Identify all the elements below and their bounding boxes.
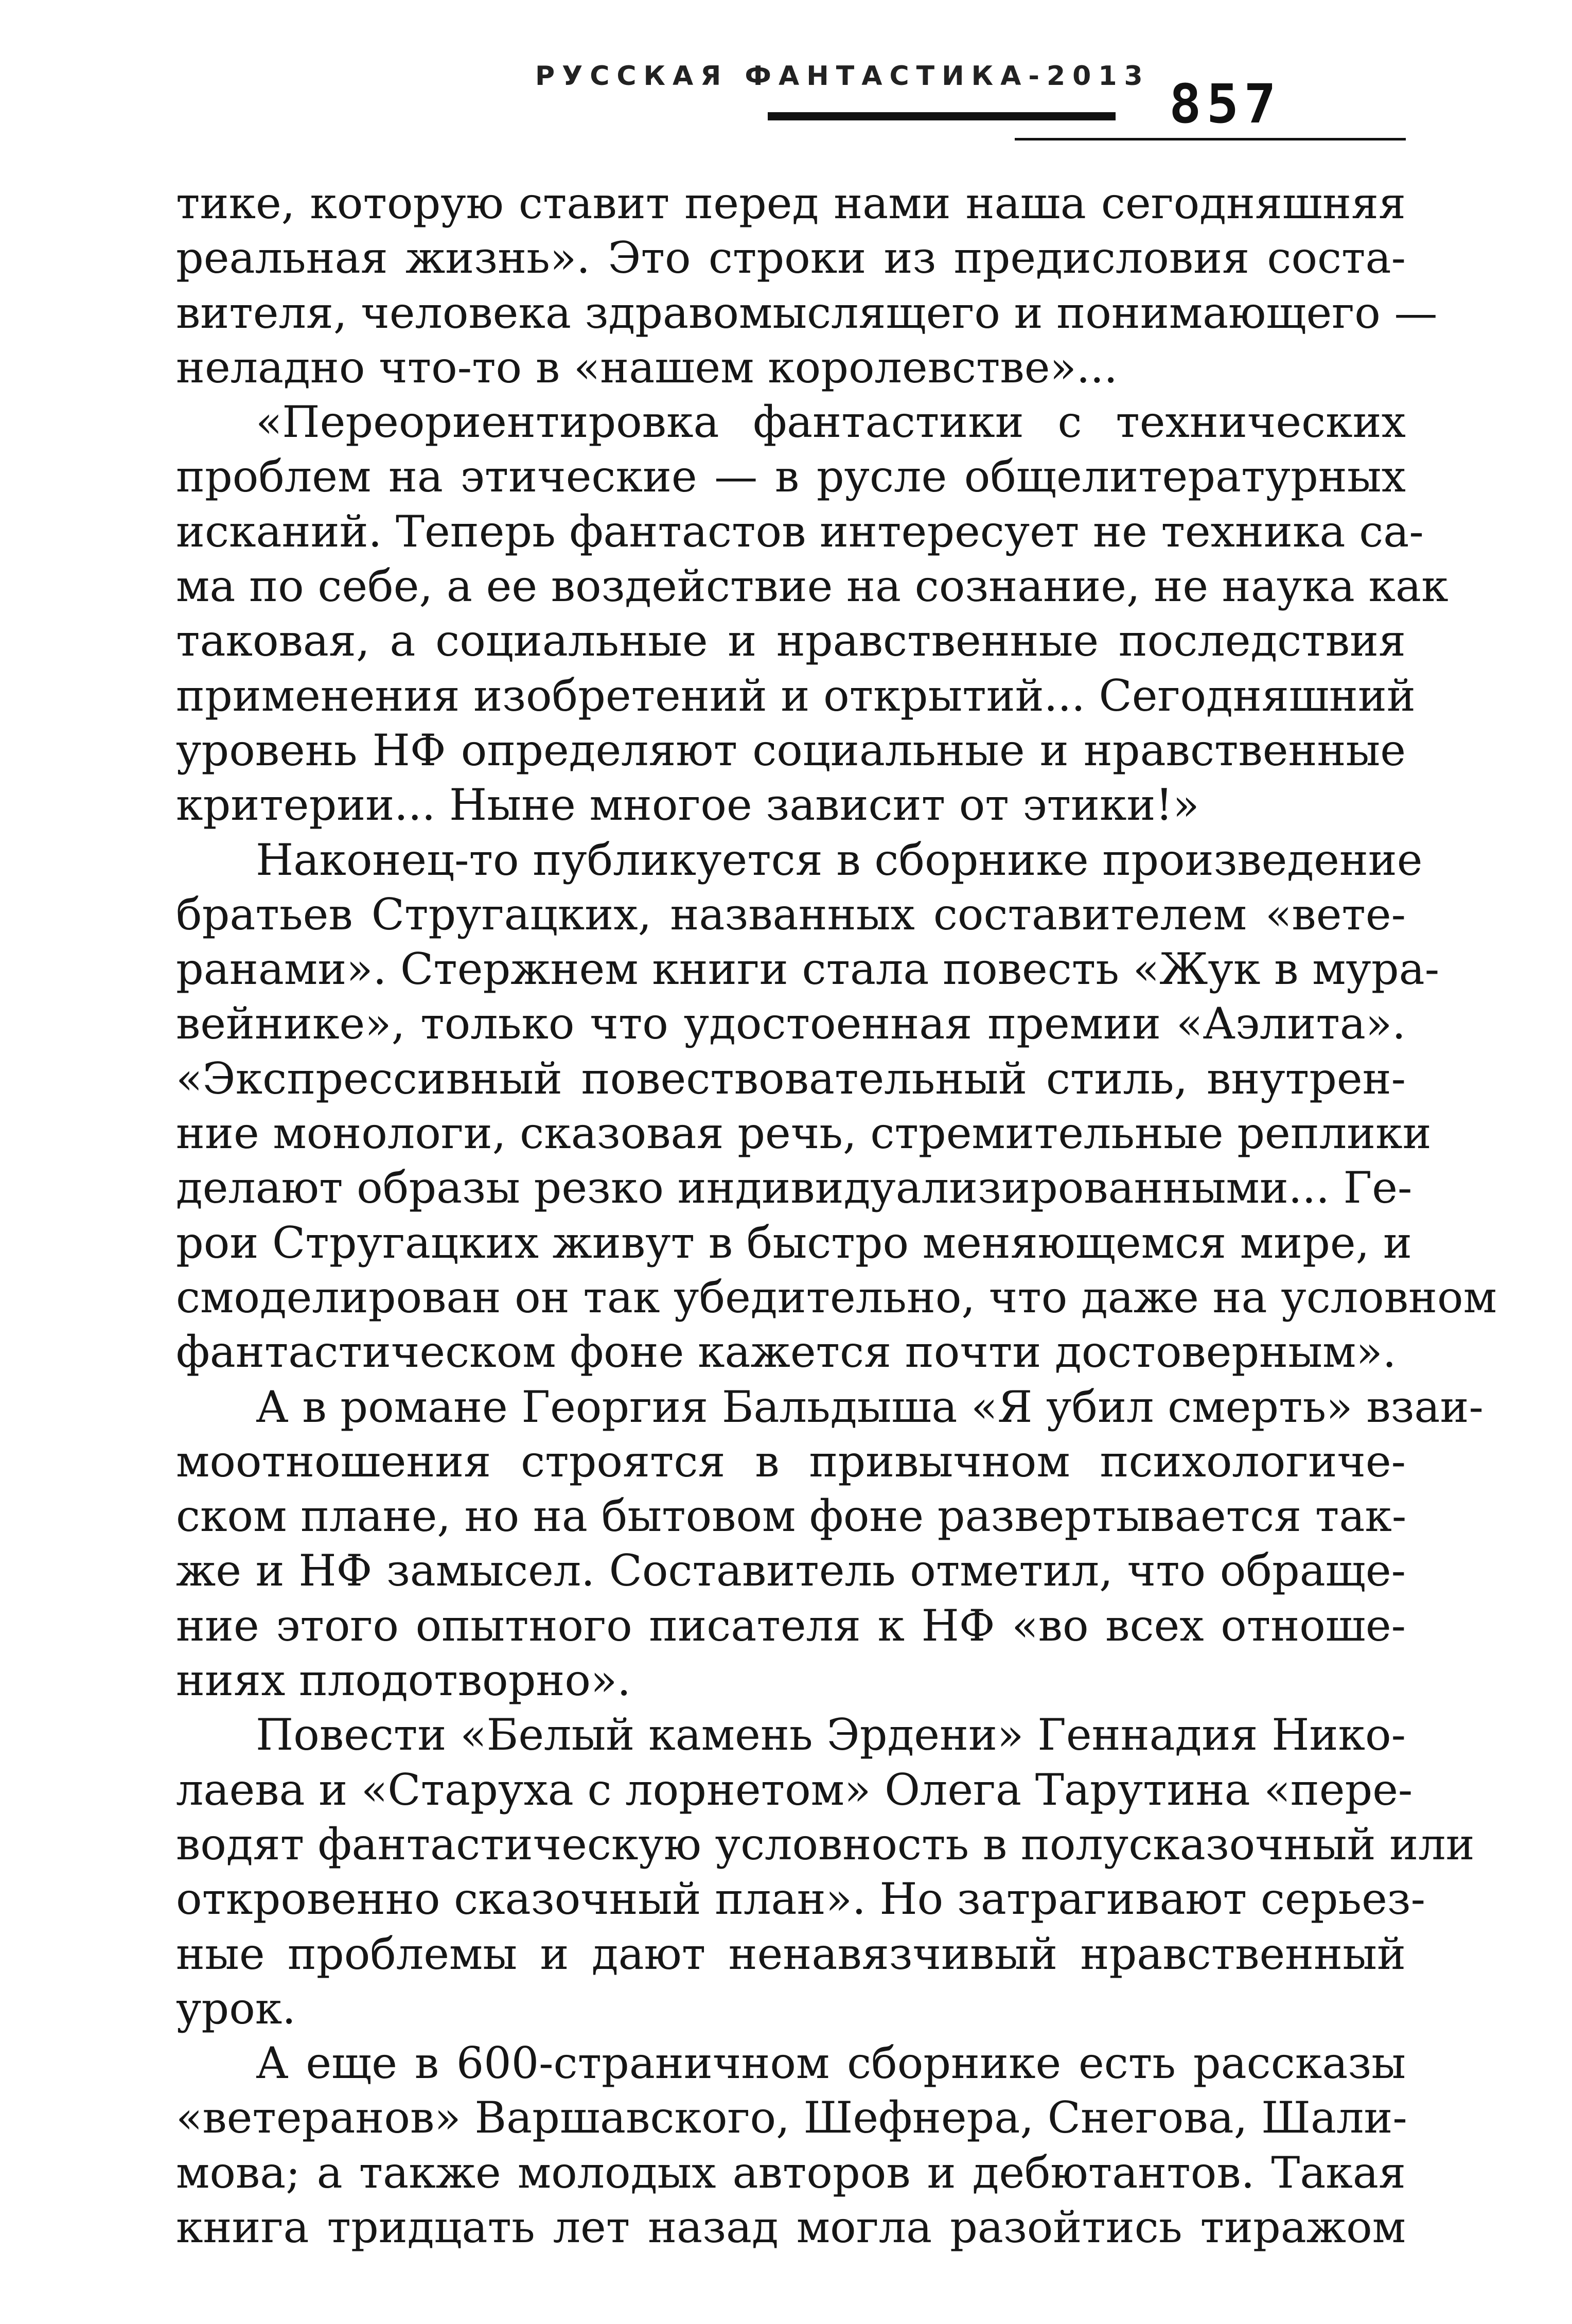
page-number: 857 bbox=[1169, 73, 1281, 135]
text-line: «ветеранов» Варшавского, Шефнера, Снегова, Шали- bbox=[176, 2092, 1407, 2143]
text-line: А в романе Георгия Бальдыша «Я убил смерть» взаи- bbox=[256, 1381, 1483, 1432]
text-line: водят фантастическую условность в полусказочный или bbox=[176, 1819, 1475, 1870]
text-line: вителя, человека здравомыслящего и понимающего — bbox=[176, 287, 1438, 338]
text-line: уровень НФ определяют социальные и нравственные bbox=[176, 725, 1406, 776]
text-line: ние монологи, сказовая речь, стремительные реплики bbox=[176, 1108, 1432, 1159]
text-line: ранами». Стержнем книги стала повесть «Жук в мура- bbox=[176, 944, 1440, 995]
text-line: исканий. Теперь фантастов интересует не техника са- bbox=[176, 506, 1424, 557]
text-line: «Переориентировка фантастики с технических bbox=[256, 397, 1406, 448]
text-line: Наконец-то публикуется в сборнике произведение bbox=[256, 834, 1423, 885]
text-line: критерии... Ныне многое зависит от этики!» bbox=[176, 780, 1199, 831]
text-line: фантастическом фоне кажется почти достоверным». bbox=[176, 1327, 1397, 1378]
running-head-title: РУССКАЯ ФАНТАСТИКА-2013 bbox=[535, 61, 1150, 92]
text-line: урок. bbox=[176, 1983, 296, 2034]
text-line: таковая, а социальные и нравственные последствия bbox=[176, 615, 1406, 666]
text-line: мова; а также молодых авторов и дебютантов. Такая bbox=[176, 2147, 1406, 2198]
text-line: «Экспрессивный повествовательный стиль, внутрен- bbox=[176, 1053, 1406, 1104]
text-line: ма по себе, а ее воздействие на сознание, не наука как bbox=[176, 561, 1449, 612]
text-line: братьев Стругацких, названных составителем «вете- bbox=[176, 889, 1406, 940]
text-line: Повести «Белый камень Эрдени» Геннадия Нико- bbox=[256, 1710, 1406, 1760]
text-line: тике, которую ставит перед нами наша сегодняшняя bbox=[176, 178, 1406, 228]
body-text bbox=[176, 176, 1497, 2255]
text-line: ниях плодотворно». bbox=[176, 1655, 631, 1706]
text-line: неладно что-то в «нашем королевстве»... bbox=[176, 342, 1118, 393]
header-bar bbox=[768, 112, 1116, 120]
text-line: же и НФ замысел. Составитель отметил, что обраще- bbox=[176, 1545, 1406, 1596]
text-line: смоделирован он так убедительно, что даже на условном bbox=[176, 1272, 1497, 1323]
text-line: рои Стругацких живут в быстро меняющемся мире, и bbox=[176, 1217, 1412, 1268]
text-line: лаева и «Старуха с лорнетом» Олега Тарутина «пере- bbox=[176, 1764, 1413, 1815]
text-line: ние этого опытного писателя к НФ «во всех отноше- bbox=[176, 1600, 1406, 1651]
header-rule bbox=[1015, 138, 1406, 140]
text-line: проблем на этические — в русле общелитературных bbox=[176, 451, 1406, 502]
text-line: А еще в 600-страничном сборнике есть рассказы bbox=[256, 2038, 1406, 2089]
text-line: книга тридцать лет назад могла разойтись тиражом bbox=[176, 2202, 1406, 2252]
text-line: моотношения строятся в привычном психологиче- bbox=[176, 1436, 1406, 1487]
text-line: ском плане, но на бытовом фоне развертывается так- bbox=[176, 1491, 1407, 1542]
text-line: вейнике», только что удостоенная премии «Аэлита». bbox=[176, 998, 1406, 1049]
text-line: ные проблемы и дают ненавязчивый нравственный bbox=[176, 1928, 1406, 1979]
text-line: применения изобретений и открытий... Сегодняшний bbox=[176, 670, 1416, 721]
text-line: реальная жизнь». Это строки из предисловия соста- bbox=[176, 233, 1406, 284]
text-line: делают образы резко индивидуализированными... Ге- bbox=[176, 1163, 1412, 1213]
text-line: откровенно сказочный план». Но затрагивают серьез- bbox=[176, 1874, 1426, 1925]
